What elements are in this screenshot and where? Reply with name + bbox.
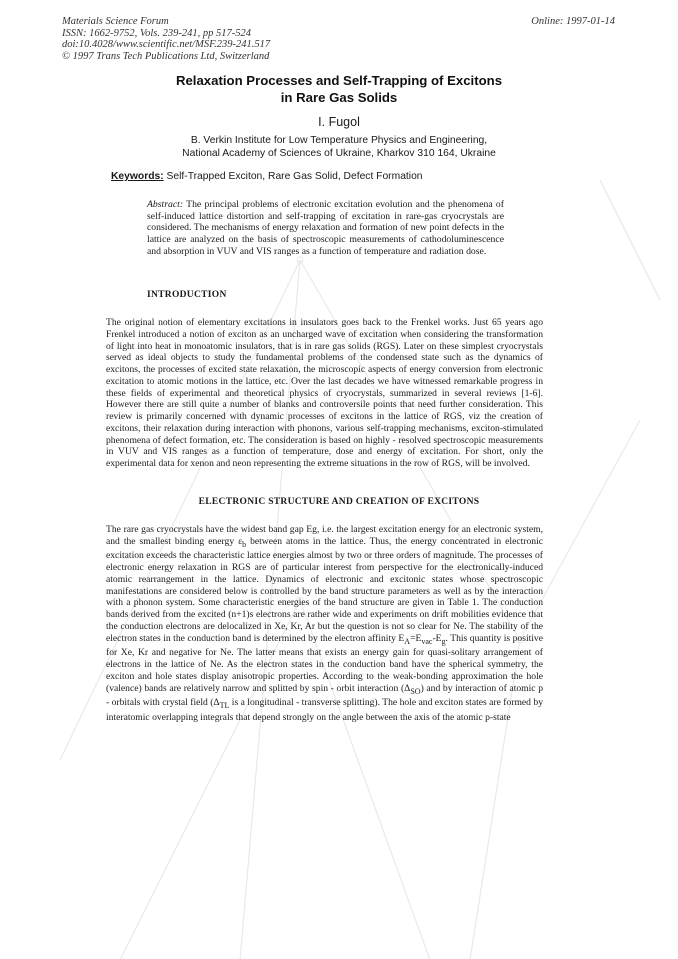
- keywords: [111, 171, 423, 182]
- issn-line: ISSN: 1662-9752, Vols. 239-241, pp 517-524: [62, 27, 251, 39]
- author-name: I. Fugol: [318, 115, 360, 129]
- abstract-label: Abstract:: [147, 199, 184, 210]
- binding-energy-symbol: ε: [238, 535, 243, 547]
- affiliation-line-1: B. Verkin Institute for Low Temperature Physics and Engineering,: [190, 135, 488, 146]
- introduction-heading: INTRODUCTION: [147, 290, 227, 300]
- keywords-label: Keywords:: [111, 171, 164, 182]
- doi-line: doi:10.4028/www.scientific.net/MSF.239-241.517: [62, 39, 271, 50]
- publication-info: [62, 16, 270, 62]
- abstract: [147, 199, 504, 258]
- title-line-2: in Rare Gas Solids: [280, 90, 398, 105]
- copyright-line: © 1997 Trans Tech Publications Ltd, Switzerland: [62, 50, 270, 62]
- paper-title: [90, 72, 588, 106]
- abstract-text: The principal problems of electronic excitation evolution and the phenomena of self-induced lattice distortion and self-trapping of excitation in rare-gas cryocrystals are considered. The mechanisms of energy relaxation and formation of new point defects in the lattice are analyzed on the basis of spectroscopic measurements of cathodoluminescence and absorption in VUV and VIS ranges as a function of temperature and radiation dose.: [147, 199, 504, 257]
- keywords-text: Self-Trapped Exciton, Rare Gas Solid, Defect Formation: [163, 171, 423, 182]
- introduction-paragraph: The original notion of elementary excitations in insulators goes back to the Frenkel works. Just 65 years ago Frenkel introduced a notion of exciton as an uncharged wave of excitation when considering the transformation of light into heat in monoatomic insulators, that is in rare gas solids (RGS). Later on these simplest cryocrystals served as ideal objects to study the fundamental problems of the condensed state such as the dynamics of excitons, the processes of excited state relaxation, the microscopic aspects of energy conversion from electronic excitation to atomic motions in the lattice, etc. Over the last decades we have witnessed remarkable progress in these fields of experimental and theoretical physics of cryocrystals, summarized in several reviews [1-6]. However there are still quite a number of blanks and controversile points that need further consideration. This review is primarily concerned with dynamic processes of excitons in the lattice of RGS, viz the creation of excitons, their relaxation during interaction with phonons, various self-trapping mechanisms, exciton-stimulated phenomena of defect formation, etc. The consideration is based on highly - resolved spectroscopic measurements in VUV and VIS ranges as a function of temperature, dose and energy of excitation. For short, only the experimental data for xenon and neon representing the extreme situations in the row of RGS, will be involved.: [106, 317, 543, 469]
- electronic-structure-heading: ELECTRONIC STRUCTURE AND CREATION OF EXCITONS: [198, 497, 480, 507]
- affiliation: [90, 134, 588, 160]
- electronic-structure-paragraph: The rare gas cryocrystals have the widest band gap Eg, i.e. the largest excitation energy for an electronic system, and the smallest binding energy $\varepsilon_b$ between atoms in the lattice. Thus, the energy concentrated in electronic excitation exceeds the characteristic lattice energies almost by two or three orders of magnitude. The processes of electronic energy relaxation in RGS are of particular interest from perspective for the electronically-induced atomic rearrangement in the lattice. Dynamics of electronic and excitonic states whose spectroscopic manifestations are considered below is controlled by the band structure parameters as well as by the interaction with a phonon system. Some characteristic energies of the band structure are given in Table 1. The conduction bands derived from the excited (n+1)s electrons are rather wide and experiments on drift mobilities evidence that the conduction electrons are delocalized in Xe, Kr, Ar but the question is not so clear for Ne. The stability of the electron states in the conduction band is determined by the electron affinity $E_A=E_{vac}-E_g$. This quantity is positive for Xe, Kr and negative for Ne. The latter means that exists an energy gain for quasi-solitary arrangement of electrons in the lattice of Ne. As the electron states in the conduction band have the spherical symmetry, the exciton and hole states display anisotropic properties. According to the weak-bonding approximation the hole (valence) bands are relatively narrow and splitted by spin - orbit interaction $(\Delta_{SO})$ and by interaction of atomic p - orbitals with crystal field ($\Delta_{TL}$ is a longitudinal - transverse splitting). The hole and exciton states are formed by interatomic overlapping integrals that depend strongly on the angle between the axis of the atomic p-state: [106, 524, 543, 723]
- online-date: Online: 1997-01-14: [531, 16, 615, 27]
- title-line-1: Relaxation Processes and Self-Trapping of Excitons: [175, 73, 503, 88]
- affiliation-line-2: National Academy of Sciences of Ukraine, Kharkov 310 164, Ukraine: [182, 148, 496, 159]
- journal-name: Materials Science Forum: [62, 16, 169, 27]
